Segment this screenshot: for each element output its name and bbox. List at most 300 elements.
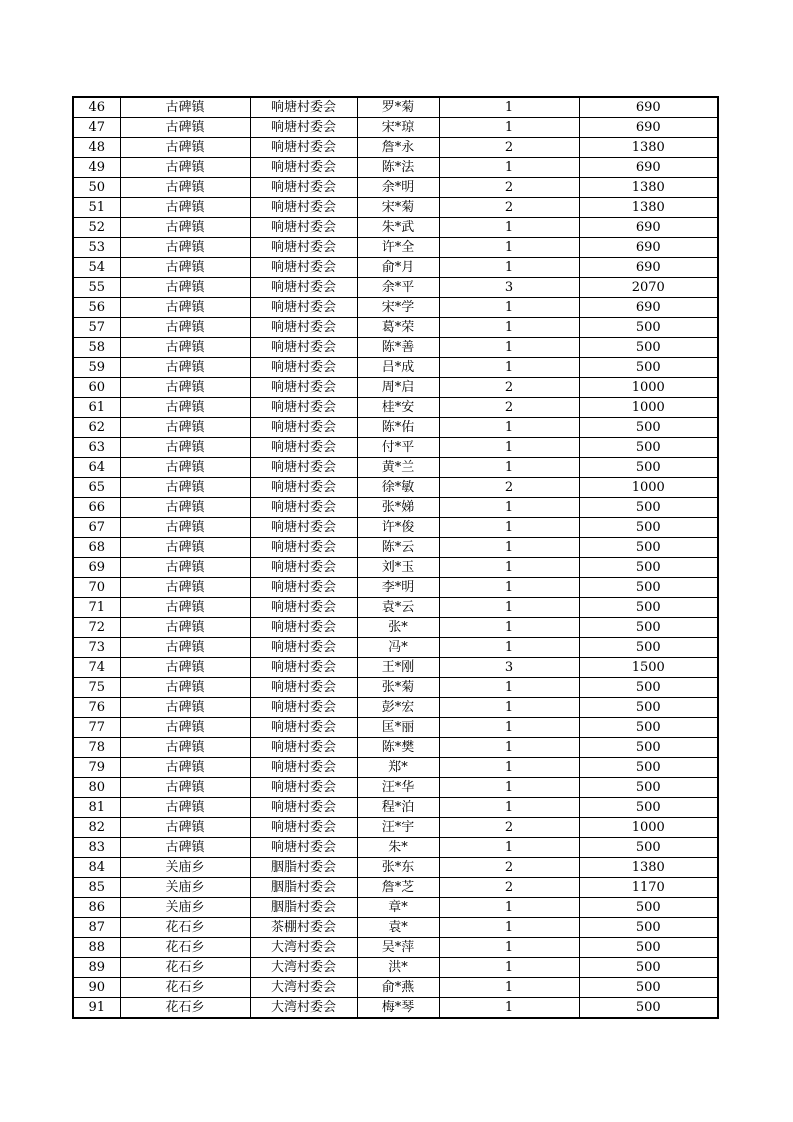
count-cell: 1 bbox=[439, 778, 579, 798]
amount-cell: 1380 bbox=[579, 138, 718, 158]
count-cell: 3 bbox=[439, 278, 579, 298]
count-cell: 2 bbox=[439, 198, 579, 218]
table-row bbox=[73, 218, 718, 238]
name-cell: 周*启 bbox=[357, 378, 439, 398]
row-number-cell: 48 bbox=[73, 138, 120, 158]
name-cell: 李*明 bbox=[357, 578, 439, 598]
name-cell: 彭*宏 bbox=[357, 698, 439, 718]
row-number-cell: 83 bbox=[73, 838, 120, 858]
count-cell: 1 bbox=[439, 638, 579, 658]
row-number-cell: 76 bbox=[73, 698, 120, 718]
row-number-cell: 79 bbox=[73, 758, 120, 778]
village-committee-cell: 响塘村委会 bbox=[250, 518, 357, 538]
amount-cell: 500 bbox=[579, 698, 718, 718]
row-number-cell: 61 bbox=[73, 398, 120, 418]
table-row bbox=[73, 918, 718, 938]
amount-cell: 500 bbox=[579, 998, 718, 1019]
township-cell: 花石乡 bbox=[120, 978, 250, 998]
township-cell: 古碑镇 bbox=[120, 97, 250, 118]
village-committee-cell: 响塘村委会 bbox=[250, 798, 357, 818]
amount-cell: 2070 bbox=[579, 278, 718, 298]
name-cell: 吕*成 bbox=[357, 358, 439, 378]
amount-cell: 500 bbox=[579, 918, 718, 938]
amount-cell: 500 bbox=[579, 958, 718, 978]
row-number-cell: 56 bbox=[73, 298, 120, 318]
row-number-cell: 72 bbox=[73, 618, 120, 638]
village-committee-cell: 响塘村委会 bbox=[250, 97, 357, 118]
township-cell: 古碑镇 bbox=[120, 218, 250, 238]
amount-cell: 1380 bbox=[579, 858, 718, 878]
count-cell: 1 bbox=[439, 938, 579, 958]
count-cell: 1 bbox=[439, 698, 579, 718]
name-cell: 宋*菊 bbox=[357, 198, 439, 218]
row-number-cell: 69 bbox=[73, 558, 120, 578]
row-number-cell: 62 bbox=[73, 418, 120, 438]
township-cell: 花石乡 bbox=[120, 958, 250, 978]
amount-cell: 690 bbox=[579, 158, 718, 178]
village-committee-cell: 响塘村委会 bbox=[250, 118, 357, 138]
table-row bbox=[73, 278, 718, 298]
count-cell: 1 bbox=[439, 158, 579, 178]
count-cell: 1 bbox=[439, 118, 579, 138]
village-committee-cell: 响塘村委会 bbox=[250, 638, 357, 658]
name-cell: 俞*月 bbox=[357, 258, 439, 278]
amount-cell: 500 bbox=[579, 738, 718, 758]
row-number-cell: 77 bbox=[73, 718, 120, 738]
table-row bbox=[73, 238, 718, 258]
amount-cell: 1000 bbox=[579, 478, 718, 498]
amount-cell: 1500 bbox=[579, 658, 718, 678]
village-committee-cell: 响塘村委会 bbox=[250, 158, 357, 178]
row-number-cell: 91 bbox=[73, 998, 120, 1019]
count-cell: 1 bbox=[439, 678, 579, 698]
row-number-cell: 63 bbox=[73, 438, 120, 458]
village-committee-cell: 响塘村委会 bbox=[250, 558, 357, 578]
village-committee-cell: 茶棚村委会 bbox=[250, 918, 357, 938]
table-row bbox=[73, 598, 718, 618]
table-row bbox=[73, 618, 718, 638]
name-cell: 程*泊 bbox=[357, 798, 439, 818]
amount-cell: 1000 bbox=[579, 398, 718, 418]
township-cell: 古碑镇 bbox=[120, 258, 250, 278]
township-cell: 古碑镇 bbox=[120, 738, 250, 758]
township-cell: 古碑镇 bbox=[120, 618, 250, 638]
township-cell: 古碑镇 bbox=[120, 118, 250, 138]
township-cell: 古碑镇 bbox=[120, 518, 250, 538]
village-committee-cell: 响塘村委会 bbox=[250, 198, 357, 218]
table-row bbox=[73, 198, 718, 218]
row-number-cell: 46 bbox=[73, 97, 120, 118]
village-committee-cell: 响塘村委会 bbox=[250, 218, 357, 238]
data-table bbox=[72, 96, 719, 1019]
count-cell: 1 bbox=[439, 97, 579, 118]
count-cell: 1 bbox=[439, 318, 579, 338]
table-row bbox=[73, 958, 718, 978]
table-row bbox=[73, 518, 718, 538]
village-committee-cell: 响塘村委会 bbox=[250, 338, 357, 358]
count-cell: 2 bbox=[439, 878, 579, 898]
row-number-cell: 59 bbox=[73, 358, 120, 378]
village-committee-cell: 响塘村委会 bbox=[250, 318, 357, 338]
row-number-cell: 81 bbox=[73, 798, 120, 818]
name-cell: 桂*安 bbox=[357, 398, 439, 418]
name-cell: 张*娣 bbox=[357, 498, 439, 518]
name-cell: 张*东 bbox=[357, 858, 439, 878]
table-row bbox=[73, 298, 718, 318]
village-committee-cell: 响塘村委会 bbox=[250, 578, 357, 598]
table-row bbox=[73, 478, 718, 498]
village-committee-cell: 响塘村委会 bbox=[250, 378, 357, 398]
row-number-cell: 67 bbox=[73, 518, 120, 538]
name-cell: 匡*丽 bbox=[357, 718, 439, 738]
village-committee-cell: 响塘村委会 bbox=[250, 278, 357, 298]
amount-cell: 690 bbox=[579, 118, 718, 138]
row-number-cell: 50 bbox=[73, 178, 120, 198]
township-cell: 古碑镇 bbox=[120, 718, 250, 738]
township-cell: 古碑镇 bbox=[120, 478, 250, 498]
township-cell: 关庙乡 bbox=[120, 898, 250, 918]
amount-cell: 500 bbox=[579, 558, 718, 578]
count-cell: 2 bbox=[439, 178, 579, 198]
row-number-cell: 71 bbox=[73, 598, 120, 618]
name-cell: 罗*菊 bbox=[357, 97, 439, 118]
township-cell: 古碑镇 bbox=[120, 178, 250, 198]
row-number-cell: 58 bbox=[73, 338, 120, 358]
name-cell: 郑* bbox=[357, 758, 439, 778]
township-cell: 古碑镇 bbox=[120, 238, 250, 258]
township-cell: 关庙乡 bbox=[120, 858, 250, 878]
row-number-cell: 47 bbox=[73, 118, 120, 138]
township-cell: 花石乡 bbox=[120, 938, 250, 958]
amount-cell: 500 bbox=[579, 838, 718, 858]
name-cell: 袁*云 bbox=[357, 598, 439, 618]
township-cell: 古碑镇 bbox=[120, 578, 250, 598]
village-committee-cell: 大湾村委会 bbox=[250, 958, 357, 978]
village-committee-cell: 响塘村委会 bbox=[250, 738, 357, 758]
name-cell: 汪*宇 bbox=[357, 818, 439, 838]
table-row bbox=[73, 158, 718, 178]
village-committee-cell: 大湾村委会 bbox=[250, 938, 357, 958]
village-committee-cell: 响塘村委会 bbox=[250, 498, 357, 518]
count-cell: 1 bbox=[439, 838, 579, 858]
table-row bbox=[73, 898, 718, 918]
township-cell: 古碑镇 bbox=[120, 378, 250, 398]
table-body bbox=[73, 97, 718, 1018]
township-cell: 古碑镇 bbox=[120, 638, 250, 658]
name-cell: 吴*萍 bbox=[357, 938, 439, 958]
count-cell: 1 bbox=[439, 438, 579, 458]
amount-cell: 690 bbox=[579, 258, 718, 278]
township-cell: 古碑镇 bbox=[120, 658, 250, 678]
row-number-cell: 80 bbox=[73, 778, 120, 798]
count-cell: 2 bbox=[439, 398, 579, 418]
table-row bbox=[73, 318, 718, 338]
table-row bbox=[73, 878, 718, 898]
village-committee-cell: 响塘村委会 bbox=[250, 458, 357, 478]
township-cell: 古碑镇 bbox=[120, 838, 250, 858]
township-cell: 古碑镇 bbox=[120, 558, 250, 578]
count-cell: 1 bbox=[439, 458, 579, 478]
name-cell: 汪*华 bbox=[357, 778, 439, 798]
row-number-cell: 51 bbox=[73, 198, 120, 218]
township-cell: 古碑镇 bbox=[120, 438, 250, 458]
name-cell: 宋*学 bbox=[357, 298, 439, 318]
name-cell: 许*俊 bbox=[357, 518, 439, 538]
amount-cell: 500 bbox=[579, 498, 718, 518]
row-number-cell: 53 bbox=[73, 238, 120, 258]
table-row bbox=[73, 758, 718, 778]
count-cell: 1 bbox=[439, 358, 579, 378]
name-cell: 冯* bbox=[357, 638, 439, 658]
village-committee-cell: 响塘村委会 bbox=[250, 598, 357, 618]
township-cell: 古碑镇 bbox=[120, 778, 250, 798]
count-cell: 1 bbox=[439, 558, 579, 578]
village-committee-cell: 大湾村委会 bbox=[250, 978, 357, 998]
amount-cell: 500 bbox=[579, 438, 718, 458]
row-number-cell: 85 bbox=[73, 878, 120, 898]
amount-cell: 500 bbox=[579, 978, 718, 998]
name-cell: 陈*云 bbox=[357, 538, 439, 558]
table-row bbox=[73, 558, 718, 578]
village-committee-cell: 响塘村委会 bbox=[250, 698, 357, 718]
name-cell: 张* bbox=[357, 618, 439, 638]
count-cell: 1 bbox=[439, 578, 579, 598]
name-cell: 宋*琼 bbox=[357, 118, 439, 138]
village-committee-cell: 响塘村委会 bbox=[250, 818, 357, 838]
name-cell: 俞*燕 bbox=[357, 978, 439, 998]
village-committee-cell: 响塘村委会 bbox=[250, 658, 357, 678]
township-cell: 花石乡 bbox=[120, 998, 250, 1019]
row-number-cell: 60 bbox=[73, 378, 120, 398]
amount-cell: 1000 bbox=[579, 818, 718, 838]
name-cell: 陈*善 bbox=[357, 338, 439, 358]
village-committee-cell: 响塘村委会 bbox=[250, 678, 357, 698]
amount-cell: 500 bbox=[579, 578, 718, 598]
township-cell: 古碑镇 bbox=[120, 298, 250, 318]
amount-cell: 500 bbox=[579, 538, 718, 558]
township-cell: 古碑镇 bbox=[120, 278, 250, 298]
name-cell: 葛*荣 bbox=[357, 318, 439, 338]
table-row bbox=[73, 398, 718, 418]
township-cell: 关庙乡 bbox=[120, 878, 250, 898]
village-committee-cell: 响塘村委会 bbox=[250, 178, 357, 198]
amount-cell: 690 bbox=[579, 238, 718, 258]
table-row bbox=[73, 338, 718, 358]
amount-cell: 500 bbox=[579, 318, 718, 338]
township-cell: 古碑镇 bbox=[120, 158, 250, 178]
name-cell: 付*平 bbox=[357, 438, 439, 458]
count-cell: 1 bbox=[439, 918, 579, 938]
count-cell: 1 bbox=[439, 718, 579, 738]
township-cell: 古碑镇 bbox=[120, 198, 250, 218]
table-row bbox=[73, 778, 718, 798]
table-row bbox=[73, 798, 718, 818]
village-committee-cell: 响塘村委会 bbox=[250, 778, 357, 798]
village-committee-cell: 胭脂村委会 bbox=[250, 878, 357, 898]
township-cell: 古碑镇 bbox=[120, 678, 250, 698]
count-cell: 3 bbox=[439, 658, 579, 678]
amount-cell: 1380 bbox=[579, 198, 718, 218]
table-row bbox=[73, 678, 718, 698]
row-number-cell: 52 bbox=[73, 218, 120, 238]
count-cell: 1 bbox=[439, 218, 579, 238]
amount-cell: 500 bbox=[579, 598, 718, 618]
village-committee-cell: 响塘村委会 bbox=[250, 398, 357, 418]
village-committee-cell: 胭脂村委会 bbox=[250, 898, 357, 918]
count-cell: 1 bbox=[439, 518, 579, 538]
amount-cell: 500 bbox=[579, 778, 718, 798]
amount-cell: 500 bbox=[579, 898, 718, 918]
table-row bbox=[73, 378, 718, 398]
table-row bbox=[73, 818, 718, 838]
table-row bbox=[73, 718, 718, 738]
village-committee-cell: 响塘村委会 bbox=[250, 838, 357, 858]
township-cell: 古碑镇 bbox=[120, 798, 250, 818]
row-number-cell: 55 bbox=[73, 278, 120, 298]
name-cell: 詹*永 bbox=[357, 138, 439, 158]
amount-cell: 500 bbox=[579, 618, 718, 638]
count-cell: 2 bbox=[439, 138, 579, 158]
count-cell: 1 bbox=[439, 338, 579, 358]
count-cell: 1 bbox=[439, 998, 579, 1019]
village-committee-cell: 响塘村委会 bbox=[250, 138, 357, 158]
count-cell: 1 bbox=[439, 498, 579, 518]
township-cell: 古碑镇 bbox=[120, 538, 250, 558]
row-number-cell: 49 bbox=[73, 158, 120, 178]
village-committee-cell: 响塘村委会 bbox=[250, 258, 357, 278]
township-cell: 古碑镇 bbox=[120, 818, 250, 838]
village-committee-cell: 响塘村委会 bbox=[250, 438, 357, 458]
amount-cell: 500 bbox=[579, 458, 718, 478]
table-row bbox=[73, 738, 718, 758]
row-number-cell: 84 bbox=[73, 858, 120, 878]
township-cell: 古碑镇 bbox=[120, 758, 250, 778]
table-row bbox=[73, 418, 718, 438]
amount-cell: 500 bbox=[579, 358, 718, 378]
township-cell: 古碑镇 bbox=[120, 318, 250, 338]
count-cell: 1 bbox=[439, 238, 579, 258]
table-row bbox=[73, 658, 718, 678]
row-number-cell: 89 bbox=[73, 958, 120, 978]
table-row bbox=[73, 97, 718, 118]
amount-cell: 690 bbox=[579, 218, 718, 238]
row-number-cell: 82 bbox=[73, 818, 120, 838]
row-number-cell: 73 bbox=[73, 638, 120, 658]
row-number-cell: 68 bbox=[73, 538, 120, 558]
amount-cell: 1170 bbox=[579, 878, 718, 898]
township-cell: 古碑镇 bbox=[120, 338, 250, 358]
name-cell: 徐*敏 bbox=[357, 478, 439, 498]
amount-cell: 1000 bbox=[579, 378, 718, 398]
village-committee-cell: 胭脂村委会 bbox=[250, 858, 357, 878]
name-cell: 陈*佑 bbox=[357, 418, 439, 438]
name-cell: 王*刚 bbox=[357, 658, 439, 678]
amount-cell: 690 bbox=[579, 298, 718, 318]
table-row bbox=[73, 438, 718, 458]
township-cell: 古碑镇 bbox=[120, 398, 250, 418]
village-committee-cell: 响塘村委会 bbox=[250, 358, 357, 378]
table-row bbox=[73, 458, 718, 478]
table-row bbox=[73, 178, 718, 198]
name-cell: 詹*芝 bbox=[357, 878, 439, 898]
table-row bbox=[73, 838, 718, 858]
count-cell: 1 bbox=[439, 538, 579, 558]
count-cell: 2 bbox=[439, 378, 579, 398]
amount-cell: 500 bbox=[579, 638, 718, 658]
row-number-cell: 86 bbox=[73, 898, 120, 918]
township-cell: 古碑镇 bbox=[120, 138, 250, 158]
township-cell: 古碑镇 bbox=[120, 458, 250, 478]
count-cell: 1 bbox=[439, 898, 579, 918]
name-cell: 余*平 bbox=[357, 278, 439, 298]
table-row bbox=[73, 118, 718, 138]
row-number-cell: 64 bbox=[73, 458, 120, 478]
row-number-cell: 66 bbox=[73, 498, 120, 518]
row-number-cell: 57 bbox=[73, 318, 120, 338]
row-number-cell: 87 bbox=[73, 918, 120, 938]
count-cell: 1 bbox=[439, 418, 579, 438]
count-cell: 2 bbox=[439, 858, 579, 878]
amount-cell: 500 bbox=[579, 418, 718, 438]
row-number-cell: 70 bbox=[73, 578, 120, 598]
amount-cell: 500 bbox=[579, 758, 718, 778]
amount-cell: 500 bbox=[579, 718, 718, 738]
township-cell: 古碑镇 bbox=[120, 358, 250, 378]
name-cell: 袁* bbox=[357, 918, 439, 938]
name-cell: 梅*琴 bbox=[357, 998, 439, 1019]
amount-cell: 1380 bbox=[579, 178, 718, 198]
count-cell: 1 bbox=[439, 598, 579, 618]
table-row bbox=[73, 138, 718, 158]
name-cell: 朱*武 bbox=[357, 218, 439, 238]
name-cell: 张*菊 bbox=[357, 678, 439, 698]
name-cell: 许*全 bbox=[357, 238, 439, 258]
row-number-cell: 54 bbox=[73, 258, 120, 278]
amount-cell: 500 bbox=[579, 518, 718, 538]
amount-cell: 500 bbox=[579, 678, 718, 698]
township-cell: 花石乡 bbox=[120, 918, 250, 938]
table-row bbox=[73, 998, 718, 1019]
name-cell: 洪* bbox=[357, 958, 439, 978]
table-row bbox=[73, 698, 718, 718]
row-number-cell: 74 bbox=[73, 658, 120, 678]
table-row bbox=[73, 978, 718, 998]
name-cell: 黄*兰 bbox=[357, 458, 439, 478]
count-cell: 1 bbox=[439, 978, 579, 998]
table-row bbox=[73, 578, 718, 598]
amount-cell: 500 bbox=[579, 938, 718, 958]
township-cell: 古碑镇 bbox=[120, 498, 250, 518]
village-committee-cell: 响塘村委会 bbox=[250, 298, 357, 318]
village-committee-cell: 响塘村委会 bbox=[250, 538, 357, 558]
row-number-cell: 75 bbox=[73, 678, 120, 698]
township-cell: 古碑镇 bbox=[120, 698, 250, 718]
village-committee-cell: 大湾村委会 bbox=[250, 998, 357, 1019]
row-number-cell: 65 bbox=[73, 478, 120, 498]
row-number-cell: 88 bbox=[73, 938, 120, 958]
count-cell: 1 bbox=[439, 298, 579, 318]
name-cell: 刘*玉 bbox=[357, 558, 439, 578]
amount-cell: 500 bbox=[579, 338, 718, 358]
name-cell: 陈*法 bbox=[357, 158, 439, 178]
village-committee-cell: 响塘村委会 bbox=[250, 758, 357, 778]
table-row bbox=[73, 358, 718, 378]
township-cell: 古碑镇 bbox=[120, 598, 250, 618]
table-row bbox=[73, 858, 718, 878]
count-cell: 1 bbox=[439, 958, 579, 978]
table-row bbox=[73, 638, 718, 658]
village-committee-cell: 响塘村委会 bbox=[250, 718, 357, 738]
